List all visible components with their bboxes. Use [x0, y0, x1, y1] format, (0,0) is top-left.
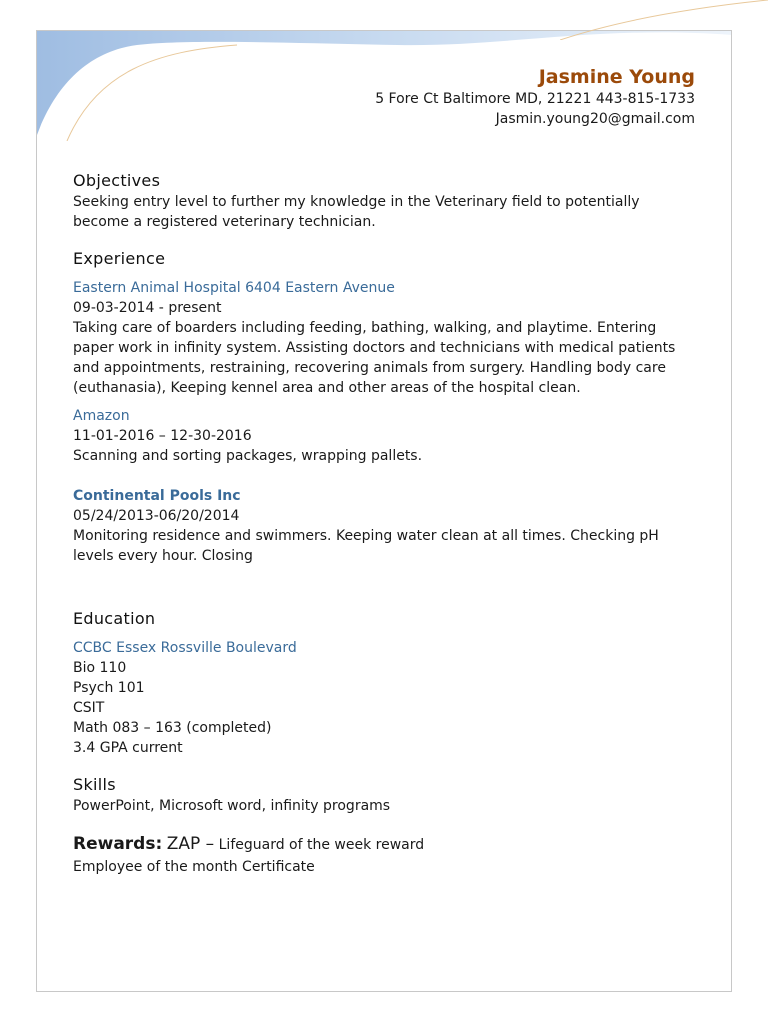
- resume-content: [73, 170, 699, 877]
- rewards-line: [73, 832, 699, 857]
- education-item: Math 083 – 163 (completed): [73, 720, 272, 736]
- school-name: CCBC Essex Rossville Boulevard: [73, 640, 297, 656]
- experience-heading: Experience: [73, 249, 166, 268]
- rewards-employee: Employee of the month Certificate: [73, 859, 315, 875]
- skills-text: PowerPoint, Microsoft word, infinity programs: [73, 798, 391, 814]
- email-address: Jasmin.young20@gmail.com: [495, 111, 695, 127]
- job-entry: [73, 486, 699, 566]
- job-org: Continental Pools Inc: [73, 488, 241, 504]
- objectives-section: [73, 170, 699, 232]
- job-entry: [73, 406, 699, 466]
- education-heading: Education: [73, 609, 156, 628]
- education-item: CSIT: [73, 700, 105, 716]
- rewards-zap: ZAP –: [166, 834, 215, 854]
- objectives-text: Seeking entry level to further my knowledge in the Veterinary field to potentially become a registered veterinary technician.: [73, 194, 640, 230]
- job-org: Amazon: [73, 408, 130, 424]
- skills-heading: Skills: [73, 775, 116, 794]
- address-phone: 5 Fore Ct Baltimore MD, 21221 443-815-1733: [375, 91, 695, 107]
- education-item: 3.4 GPA current: [73, 740, 183, 756]
- job-dates: 05/24/2013-06/20/2014: [73, 508, 240, 524]
- job-description: Monitoring residence and swimmers. Keeping water clean at all times. Checking pH levels every hour. Closing: [73, 528, 659, 564]
- objectives-heading: Objectives: [73, 171, 161, 190]
- skills-section: [73, 774, 699, 816]
- education-item: Psych 101: [73, 680, 145, 696]
- job-description: Scanning and sorting packages, wrapping pallets.: [73, 448, 423, 464]
- education-section: [73, 608, 699, 758]
- resume-page: [36, 30, 732, 992]
- rewards-lifeguard: Lifeguard of the week reward: [218, 837, 425, 853]
- corner-curve-decoration: [560, 0, 768, 40]
- rewards-section: [73, 832, 699, 877]
- contact-header: [375, 65, 695, 129]
- education-item: Bio 110: [73, 660, 127, 676]
- candidate-name: Jasmine Young: [538, 66, 695, 88]
- job-dates: 11-01-2016 – 12-30-2016: [73, 428, 252, 444]
- rewards-heading: Rewards:: [73, 834, 163, 854]
- job-org: Eastern Animal Hospital 6404 Eastern Avenue: [73, 280, 395, 296]
- job-dates: 09-03-2014 - present: [73, 300, 222, 316]
- experience-section: [73, 248, 699, 566]
- job-entry: [73, 278, 699, 398]
- job-description: Taking care of boarders including feeding, bathing, walking, and playtime. Entering paper work in infinity system. Assisting doctors and technicians with medical patients and appointments, restraining, recovering animals from surgery. Handling body care (euthanasia), Keeping kennel area and other areas of the hospital clean.: [73, 320, 676, 396]
